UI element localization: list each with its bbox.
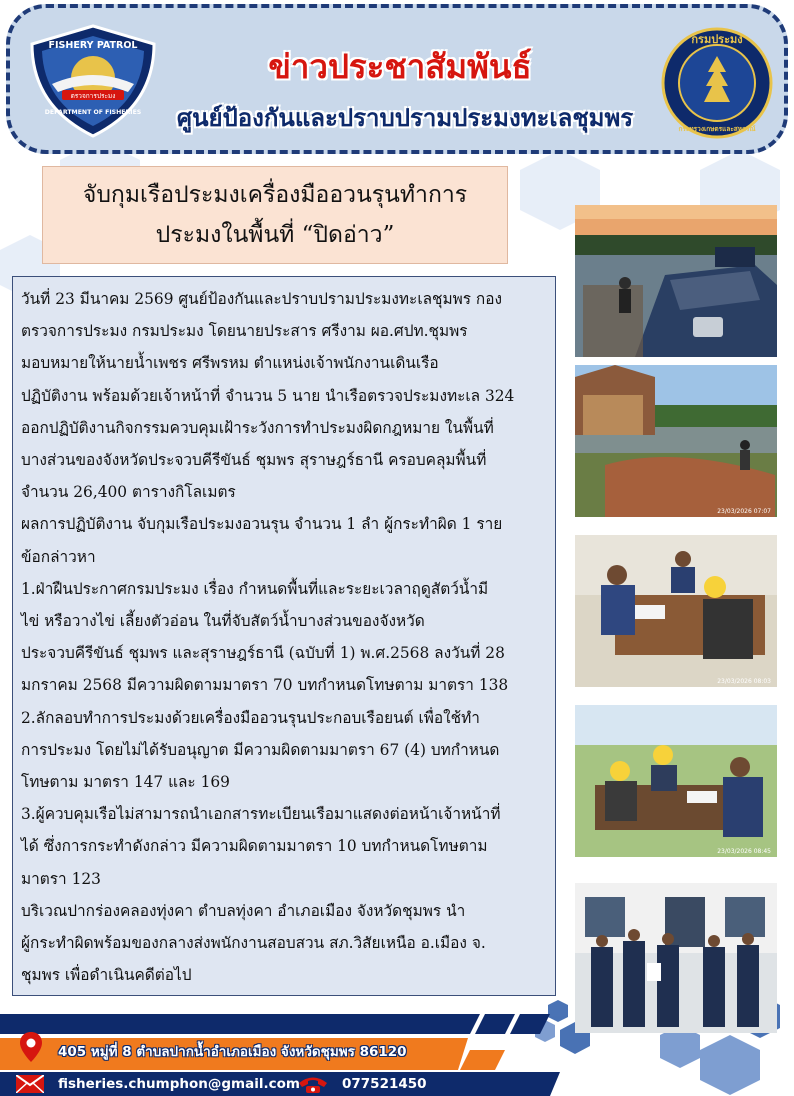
body-line: ข้อกล่าวหา [21,547,96,566]
body-line: บริเวณปากร่องคลองทุ่งคา ตำบลทุ่งคา อำเภอเมือง จังหวัดชุมพร นำ [21,901,466,920]
body-line: ไข่ หรือวางไข่ เลี้ยงตัวอ่อน ในที่จับสัตว์น้ำบางส่วนของจังหวัด [21,612,425,631]
body-line: วันที่ 23 มีนาคม 2569 ศูนย์ป้องกันและปราบปรามประมงทะเลชุมพร กอง [21,290,502,308]
news-body [12,276,556,996]
photo-timestamp: 23/03/2026 08:45 [717,848,771,855]
photo-timestamp: 23/03/2026 08:03 [717,678,771,685]
seal-top-text: กรมประมง [691,33,743,46]
headline-line-1: จับกุมเรือประมงเครื่องมืออวนรุนทำการ [82,182,468,208]
body-line: ตรวจการประมง กรมประมง โดยนายประสาร ศรีงาม ผอ.ศปท.ชุมพร [21,322,468,341]
body-line: ได้ ซึ่งการกระทำดังกล่าว มีความผิดตามมาตรา 10 บทกำหนดโทษตาม [21,837,488,856]
body-line: 3.ผู้ควบคุมเรือไม่สามารถนำเอกสารทะเบียนเรือมาแสดงต่อหน้าเจ้าหน้าที่ [21,805,501,824]
page-subtitle: ศูนย์ป้องกันและปราบปรามประมงทะเลชุมพร [176,104,634,132]
body-line: โทษตาม มาตรา 147 และ 169 [21,773,230,792]
photo-interview-table [575,535,777,687]
header-banner [6,4,788,154]
photo-boat-on-river [575,205,777,357]
body-line: มาตรา 123 [21,869,101,888]
body-line: ผลการปฏิบัติงาน จับกุมเรือประมงอวนรุน จำนวน 1 ลำ ผู้กระทำผิด 1 ราย [21,515,503,534]
body-line: การประมง โดยไม่ได้รับอนุญาต มีความผิดตามมาตรา 67 (4) บทกำหนด [21,740,500,759]
body-line: ชุมพร เพื่อดำเนินคดีต่อไป [21,966,192,985]
headline-box [42,166,508,264]
phone-icon [298,1076,328,1094]
seal-bottom-text: กระทรวงเกษตรและสหกรณ์ [678,125,756,133]
body-line: มกราคม 2568 มีความผิดตามมาตรา 70 บทกำหนดโทษตาม มาตรา 138 [21,676,509,695]
logo-ribbon-text: ตรวจการประมง [70,92,116,100]
headline-line-2: ประมงในพื้นที่ “ปิดอ่าว” [155,222,395,248]
photo-timestamp: 23/03/2026 07:07 [717,508,771,515]
body-line: ผู้กระทำผิดพร้อมของกลางส่งพนักงานสอบสวน สภ.วิสัยเหนือ อ.เมือง จ. [21,934,486,953]
department-of-fisheries-seal [660,26,774,140]
body-line: ออกปฏิบัติงานกิจกรรมควบคุมเฝ้าระวังการทำประมงผิดกฎหมาย ในพื้นที่ [21,418,494,437]
body-line: ประจวบคีรีขันธ์ ชุมพร และสุราษฎร์ธานี (ฉบับที่ 1) พ.ศ.2568 ลงวันที่ 28 [21,644,505,663]
body-line: มอบหมายให้นายน้ำเพชร ศรีพรหม ตำแหน่งเจ้าพนักงานเดินเรือ [21,354,439,373]
photo-net-on-shore [575,365,777,517]
logo-bottom-text: DEPARTMENT OF FISHERIES [44,109,142,116]
location-pin-icon [20,1032,42,1062]
footer-email[interactable]: fisheries.chumphon@gmail.com [58,1076,300,1092]
logo-top-text: FISHERY PATROL [48,40,138,51]
body-line: บางส่วนของจังหวัดประจวบคีรีขันธ์ ชุมพร สุราษฎร์ธานี ครอบคลุมพื้นที่ [21,451,487,470]
body-line: 2.ลักลอบทำการประมงด้วยเครื่องมืออวนรุนประกอบเรือยนต์ เพื่อใช้ทำ [21,708,480,727]
footer-phone[interactable]: 077521450 [342,1076,427,1092]
body-line: จำนวน 26,400 ตารางกิโลเมตร [21,483,236,502]
footer-address: 405 หมู่ที่ 8 ตำบลปากน้ำอำเภอเมือง จังหวัดชุมพร 86120 [58,1044,407,1060]
body-line: ปฏิบัติงาน พร้อมด้วยเจ้าหน้าที่ จำนวน 5 นาย นำเรือตรวจประมงทะเล 324 [21,386,515,405]
body-line: 1.ฝ่าฝืนประกาศกรมประมง เรื่อง กำหนดพื้นที่และระยะเวลาฤดูสัตว์น้ำมี [21,579,489,598]
page-title: ข่าวประชาสัมพันธ์ [268,47,532,86]
email-icon [16,1075,44,1093]
photo-documentation [575,705,777,857]
